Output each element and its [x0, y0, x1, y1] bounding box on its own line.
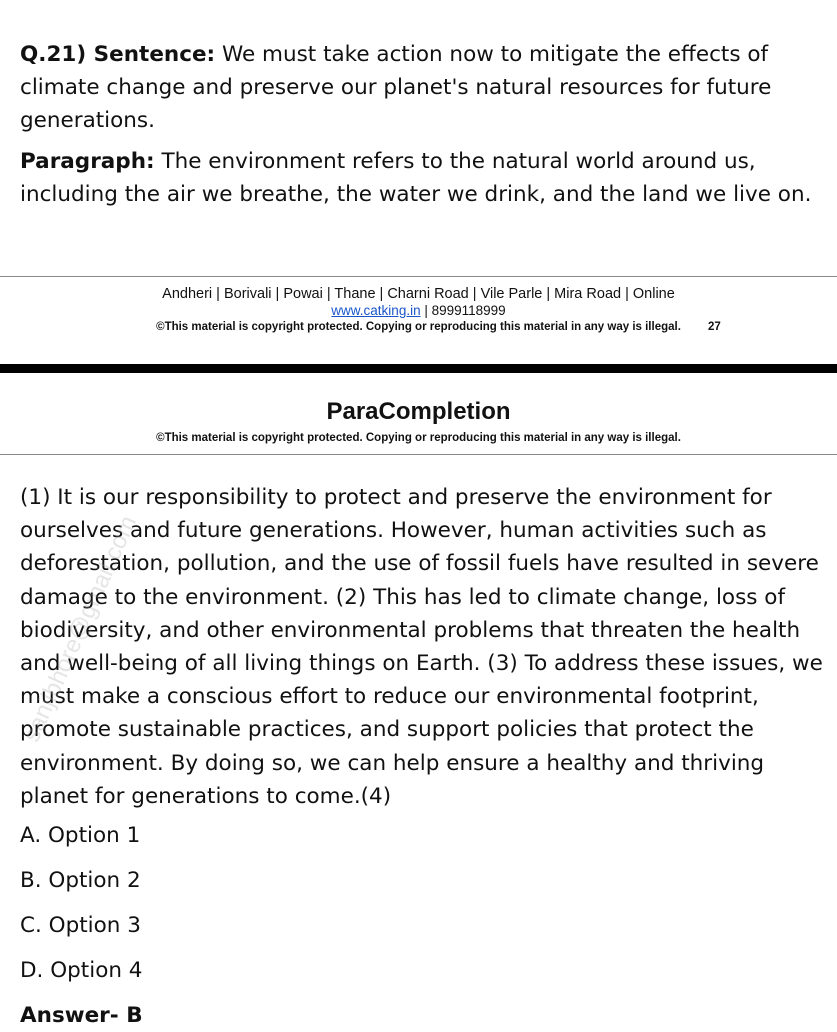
sentence-label: Q.21) Sentence: — [20, 42, 216, 67]
footer-copyright-row — [0, 319, 837, 335]
page-number: 27 — [708, 321, 721, 333]
options-list — [20, 821, 620, 1001]
option-c: C. Option 3 — [20, 913, 141, 938]
header-copyright: ©This material is copyright protected. Copying or reproducing this material in any way is illegal. — [156, 432, 681, 444]
email-watermark: sanjibhore@gmail.com — [18, 511, 143, 746]
page-break-bar — [0, 364, 837, 373]
footer-divider — [0, 276, 837, 277]
page-footer — [0, 285, 837, 335]
paragraph-label: Paragraph: — [20, 149, 155, 174]
option-a: A. Option 1 — [20, 823, 141, 848]
sentence-text: We must take action now to mitigate the effects of climate change and preserve our planet's natural resources for future generations. — [20, 42, 772, 133]
previous-page — [0, 0, 837, 364]
passage-text: (1) It is our responsibility to protect and preserve the environment for ourselves and future generations. However, human activities such as deforestation, pollution, and the use of fossil fuels have resulted in severe damage to the environment. (2) This has led to climate change, loss of biodiversity, and other environmental problems that threaten the health and well-being of all living things on Earth. (3) To address these issues, we must make a conscious effort to reduce our environmental footprint, promote sustainable practices, and support policies that protect the environment. By doing so, we can help ensure a healthy and thriving planet for generations to come.(4) — [20, 485, 823, 809]
option-d: D. Option 4 — [20, 958, 143, 983]
option-b: B. Option 2 — [20, 868, 141, 893]
answer-label: Answer- B — [20, 1003, 143, 1028]
section-title: ParaCompletion — [326, 398, 511, 425]
footer-copyright: ©This material is copyright protected. Copying or reproducing this material in any way is illegal. — [156, 321, 681, 333]
phone-number: | 8999118999 — [420, 303, 506, 318]
paragraph-text: The environment refers to the natural world around us, including the air we breathe, the water we drink, and the land we live on. — [20, 149, 812, 207]
website-link[interactable]: www.catking.in — [331, 303, 421, 318]
current-page — [0, 373, 837, 1032]
footer-branches: Andheri | Borivali | Powai | Thane | Charni Road | Vile Parle | Mira Road | Online — [162, 286, 675, 302]
question-block — [20, 38, 820, 219]
header-divider — [0, 454, 837, 455]
footer-contact — [0, 303, 837, 319]
question-paragraph — [20, 145, 820, 211]
question-sentence — [20, 38, 820, 137]
